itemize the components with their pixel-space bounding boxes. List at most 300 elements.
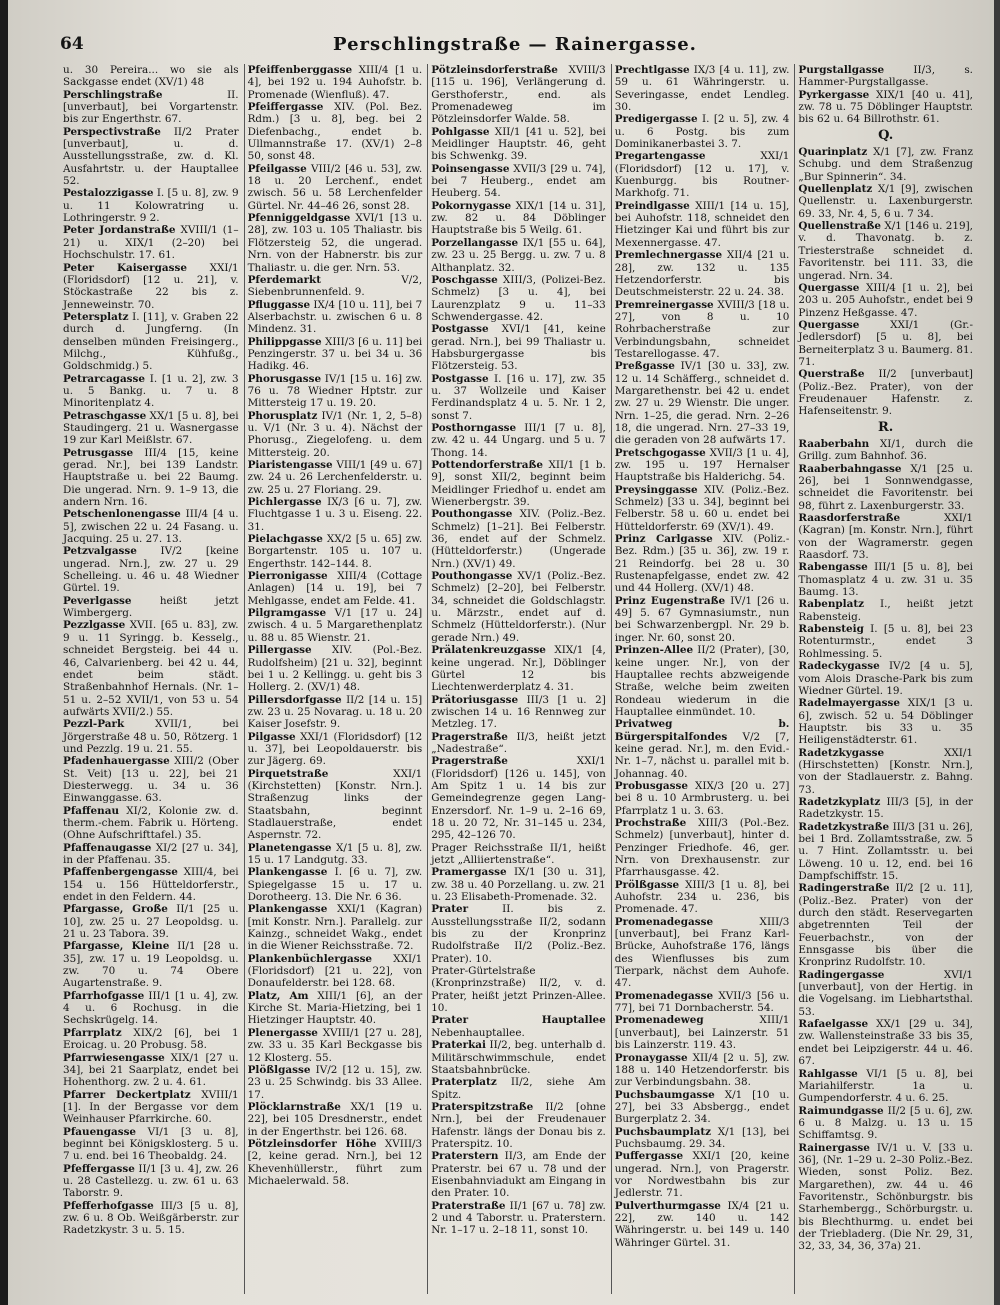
directory-entry <box>248 336 423 373</box>
directory-entry <box>248 101 423 163</box>
entry-headword: Pezzl-Park <box>63 718 125 731</box>
entry-text: XIII/4, bei 154 u. 156 Hütteldorferstr., endet in den Feldern. 44. <box>63 866 239 904</box>
entry-headword: Pfefferhofgasse <box>63 1199 154 1212</box>
entry-headword: Radingerstraße <box>798 882 890 895</box>
directory-entry <box>63 903 239 940</box>
directory-entry <box>615 113 790 150</box>
entry-text: XVI/1 [41, keine gerad. Nrn.], bei 99 Thaliastr u. Habsburgergasse bis Flötzersteig. 53. <box>431 323 606 373</box>
directory-entry <box>798 146 973 183</box>
directory-entry <box>615 360 790 446</box>
entry-text: X/1 [13], bei Puchsbaumg. 29. 34. <box>614 1125 790 1150</box>
directory-entry <box>431 644 606 693</box>
directory-entry <box>615 1150 790 1199</box>
entry-headword: Q. <box>878 127 894 143</box>
directory-entry <box>798 796 973 821</box>
entry-text: XXI/1 (Floridsdorf) [12 u. 37], bei Leopoldauerstr. bis zur Jägerg. 69. <box>247 730 423 768</box>
entry-text: IV/1 [26 u. 49] 5. 67 Gymnasiumstr., nun bei Schwarzenbergpl. Nr. 29 b. inger. Nr. 60, sonst 20. <box>614 594 790 644</box>
entry-headword: Pillersdorfgasse <box>247 693 342 706</box>
entry-headword: Prater <box>431 903 469 916</box>
entry-headword: Phorusgasse <box>247 372 322 385</box>
entry-headword: Pfarrhofgasse <box>63 989 145 1002</box>
entry-headword: Pregartengasse <box>614 150 706 163</box>
entry-headword: Purgstallgasse <box>798 64 885 76</box>
entry-text: II/2 (Prater), [30, keine unger. Nr.], von der Hauptallee rechts abzweigende Straße, welche beim zweiten Rondeau wiederum in die Hauptallee einmündet. 10. <box>614 644 790 718</box>
entry-text: I. [5 u. 8], zw. 9 u. 11 Kolowratring u. Lothringerstr. 9 2. <box>63 187 239 225</box>
entry-text: X/1 [7], zw. Franz Schubg. und dem Straßenzug „Bur Spinnerin“. 34. <box>798 146 973 183</box>
directory-entry <box>431 373 606 422</box>
entry-text: heißt jetzt Wimbergerg. <box>63 594 239 620</box>
directory-entry <box>248 496 423 533</box>
entry-text: III/4 [4 u. 5], zwischen 22 u. 24 Fasang. u. Jacquing. 25 u. 27. 13. <box>63 508 239 546</box>
directory-entry <box>248 842 423 867</box>
directory-entry <box>431 126 606 163</box>
directory-entry <box>798 438 973 463</box>
entry-headword: Radetzkyplatz <box>798 795 881 808</box>
entry-text: II/2 [5 u. 6], zw. 6 u. 8 Malzg. u. 13 u. 15 Schiffamtsg. 9. <box>798 1104 973 1142</box>
entry-headword: Radetzkystraße <box>798 820 890 833</box>
entry-text: II/3, heißt jetzt „Nadestraße“. <box>431 730 606 755</box>
directory-entry <box>63 595 239 620</box>
entry-headword: Pouthongasse <box>431 508 513 521</box>
directory-entry <box>431 965 606 1014</box>
entry-text: XIX/1 [14 u. 31], zw. 82 u. 84 Döblinger Hauptstraße bis 5 Weilg. 61. <box>431 199 606 237</box>
directory-entry <box>431 200 606 237</box>
entry-headword: Pfadenhauergasse <box>63 755 170 768</box>
entry-text: XIII/3, (Polizei-Bez. Schmelz) [3 u. 4], bei Laurenzplatz 9 u. 11–33 Schwendergasse. 42. <box>431 273 606 323</box>
entry-headword: Premlechnergasse <box>614 249 723 262</box>
entry-headword: Rafaelgasse <box>798 1018 869 1031</box>
directory-entry <box>63 126 239 188</box>
entry-text: IX/4 [10 u. 11], bei 7 Alserbachstr. u. zwischen 6 u. 8 Mindenz. 31. <box>247 298 423 336</box>
directory-entry <box>63 262 239 311</box>
entry-text: XII/4 [2 u. 5], zw. 188 u. 140 Hetzendorferstr. bis zur Verbindungsbahn. 38. <box>614 1051 790 1089</box>
entry-headword: Pichlergasse <box>247 496 322 509</box>
entry-headword: Petraschgasse <box>63 409 147 422</box>
directory-entry <box>798 1018 973 1067</box>
entry-headword: Puchsbaumgasse <box>614 1088 715 1101</box>
directory-entry <box>615 299 790 361</box>
entry-text: III/3 [1 u. 2] zwischen 14 u. 16 Rennweg zur Metzleg. 17. <box>431 693 606 731</box>
entry-text: XXI/1 (Floridsdorf) [12 u. 17], v. Kuenburgg. bis Routner-Markhofg. 71. <box>614 150 790 200</box>
entry-text: XVI/1 [unverbaut], von der Hertig. in die Vogelsang. im Liebhartsthal. 53. <box>798 968 973 1018</box>
entry-text: XVII/1, bei Jörgerstraße 48 u. 50, Rötzerg. 1 und Pezzlg. 19 u. 21. 55. <box>63 718 239 755</box>
directory-entry <box>63 805 239 842</box>
entry-text: I. [1 u. 2], zw. 3 u. 5 Bankg. u. 7 u. 8 Minoritenplatz 4. <box>63 372 239 410</box>
entry-text: IV/2 [4 u. 5], vom Alois Drasche-Park bis zum Wiedner Gürtel. 19. <box>798 660 973 697</box>
entry-headword: Prinz Carlgasse <box>614 533 713 546</box>
directory-entry <box>798 220 973 282</box>
entry-text: XVII/3 [29 u. 74], bei 7 Heuberg., endet am Heuberg. 54. <box>431 162 606 200</box>
entry-text: XIX/1 [27 u. 34], bei 21 Saarplatz, endet bei Hohenthorg. zw. 2 u. 4. 61. <box>63 1051 239 1089</box>
entry-headword: Peverlgasse <box>63 594 132 607</box>
entry-text: XIX/3 [20 u. 27] bei 8 u. 10 Armbrusterg. u. bei Pfarrplatz 1 u. 3. 63. <box>614 779 790 817</box>
directory-entry <box>615 1089 790 1126</box>
entry-headword: Premreinergasse <box>614 298 714 311</box>
entry-text: XVII/3 [56 u. 77], bei 71 Dornbacherstr. 54. <box>614 989 790 1015</box>
entry-text: XVIII/1 (1–21) u. XIX/1 (2–20) bei Hochschulstr. 17. 61. <box>63 224 239 262</box>
entry-text: IX/3 [6 u. 7], zw. Fluchtgasse 1 u. 3 u. Eiseng. 22. 31. <box>247 496 423 533</box>
directory-entry <box>615 879 790 916</box>
entry-text: II/2 [ohne Nrn.], bei der Freudenauer Hafenstr. längs der Donau bis z. Praterspitz. 10. <box>431 1100 606 1150</box>
entry-text: XIII/4 [1 u. 4], bei 192 u. 194 Auhofstr. b. Promenade (Wienfluß). 47. <box>247 64 423 101</box>
entry-text: VI/1 [5 u. 8], bei Mariahilferstr. 1a u. Gumpendorferstr. 4 u. 6. 25. <box>798 1067 973 1105</box>
entry-text: XVIII/1 [27 u. 28], zw. 33 u. 35 Karl Beckgasse bis 12 Klosterg. 55. <box>247 1026 423 1064</box>
entry-text: XII/1 [41 u. 52], bei Meidlinger Hauptstr. 46, geht bis Schwenkg. 39. <box>431 125 606 163</box>
entry-text: XIII/3 (Pol.-Bez. Schmelz) [unverbaut], hinter d. Penzinger Friedhofe. 46, ger. Nrn. von Drexhausenstr. zur Pfarrhausgasse. 42. <box>614 816 790 879</box>
directory-entry <box>798 660 973 697</box>
entry-headword: Quergasse <box>798 318 860 331</box>
entry-headword: Petrarcagasse <box>63 372 145 385</box>
directory-entry <box>798 368 973 417</box>
directory-entry <box>63 373 239 410</box>
entry-headword: Pragerstraße <box>431 730 508 743</box>
entry-headword: Pötzleinsdorferstraße <box>431 64 558 76</box>
directory-entry <box>248 990 423 1027</box>
directory-entry <box>615 780 790 817</box>
entry-headword: Poinsengasse <box>431 162 510 175</box>
entry-text: XIII/1 [unverbaut], bei Lainzerstr. 51 bis Lainzerstr. 119. 43. <box>614 1014 790 1052</box>
entry-text: XIV. (Poliz.-Bez. Rdm.) [35 u. 36], zw. 19 r. 21 Reindorfg. bei 28 u. 30 Rustenapfelgasse, endet zw. 42 und 44 Hollerg. (XV/1) 48. <box>614 533 790 595</box>
directory-entry <box>798 127 973 143</box>
entry-headword: Pyrkergasse <box>798 88 870 101</box>
entry-text: XIII/4 (Cottage Anlagen) [14 u. 19], bei 7 Mehlgasse, endet am Felde. 41. <box>247 570 423 607</box>
entry-headword: Pferdemarkt <box>247 273 322 286</box>
entry-headword: Pfenniggeldgasse <box>247 212 351 225</box>
directory-entry <box>248 570 423 607</box>
entry-text: II/1 [25 u. 10], zw. 25 u. 27 Leopoldsg. u. 21 u. 23 Tabora. 39. <box>63 903 239 941</box>
entry-text: II/2 [14 u. 15] zw. 23 u. 25 Novarag. u. 18 u. 20 Kaiser Josefstr. 9. <box>247 693 423 731</box>
entry-text: III/1 [1 u. 4], zw. 4 u. 6 Rochusg. in die Sechskrügelg. 14. <box>63 989 239 1027</box>
entry-text: II/1 [3 u. 4], zw. 26 u. 28 Castellezg. u. zw. 61 u. 63 Taborstr. 9. <box>63 1162 239 1200</box>
page-number: 64 <box>60 34 84 54</box>
entry-text: V/2, Siebenbrunnenfeld. 9. <box>247 273 423 299</box>
entry-headword: Rahlgasse <box>798 1067 858 1080</box>
entry-headword: Prochstraße <box>614 816 687 829</box>
entry-text: XIII/3 [1 u. 8], bei Auhofstr. 234 u. 236, bis Promenade. 47. <box>614 878 790 916</box>
directory-entry <box>63 842 239 867</box>
directory-entry <box>248 410 423 459</box>
entry-headword: Petrusgasse <box>63 446 134 459</box>
entry-text: XV/1 (Poliz.-Bez. Schmelz) [2–20], bei Felberstr. 34, schneidet die Goldschlagstr. u. Märzstr., endet auf d. Schmelz (Hütteldorferstr.). (Nur gerade Nrn.) 49. <box>431 570 606 644</box>
entry-headword: Prater Hauptallee <box>431 1014 606 1027</box>
directory-entry <box>615 1126 790 1151</box>
column-3 <box>427 64 611 1294</box>
entry-headword: Platz, Am <box>247 989 309 1002</box>
directory-entry <box>798 89 973 126</box>
entry-text: X/1 [25 u. 26], bei 1 Sonnwendgasse, schneidet die Favoritenstr. bei 98, führt z. Laxenburgerstr. 33. <box>798 462 973 512</box>
entry-text: XXI/1 (Kirchstetten) [Konstr. Nrn.]. Straßenzug links der Staatsbahn, beginnt Stadlauerstraße, endet Aspernstr. 72. <box>247 767 423 842</box>
directory-entry <box>63 940 239 989</box>
entry-text: XIX/1 [40 u. 41], zw. 78 u. 75 Döblinger Hauptstr. bis 62 u. 64 Billrothstr. 61. <box>798 88 973 126</box>
entry-headword: Poschgasse <box>431 273 498 286</box>
directory-entry <box>248 731 423 768</box>
entry-text: XVII/3 [1 u. 4], zw. 195 u. 197 Hernalser Hauptstraße bis Halderichg. 54. <box>614 446 790 484</box>
entry-headword: Plankenbüchlergasse <box>247 952 373 965</box>
directory-entry <box>63 1126 239 1163</box>
entry-text: XIV. (Pol.-Bez. Rudolfsheim) [21 u. 32], beginnt bei 1 u. 2 Kellingg. u. geht bis 3 Hollerg. 2. (XV/1) 48. <box>247 644 423 694</box>
entry-text: I. [2 u. 5], zw. 4 u. 6 Postg. bis zum Dominikanerbastei 3. 7. <box>614 113 790 151</box>
entry-text: I. [6 u. 7], zw. Spiegelgasse 15 u. 17 u. Dorotheerg. 13. Die Nr. 6 36. <box>247 866 423 904</box>
entry-text: XX/2 [5 u. 65] zw. Borgartenstr. 105 u. 107 u. Engerthstr. 142–144. 8. <box>247 533 423 570</box>
entry-headword: Pragerstraße <box>431 755 508 768</box>
entry-text: XVIII/3 [2, keine gerad. Nrn.], bei 12 Khevenhüllerstr., führt zum Michaelerwald. 58. <box>247 1137 423 1187</box>
directory-entry <box>248 1064 423 1101</box>
entry-headword: Radelmayergasse <box>798 697 900 710</box>
entry-headword: Rainergasse <box>798 1141 870 1154</box>
entry-text: XIV. (Pol. Bez. Rdm.) [3 u. 8], beg. bei 2 Diefenbachg., endet b. Ullmannstraße 17. (XV/1) 2–8 50, sonst 48. <box>247 101 423 163</box>
entry-text: XI/2, Kolonie zw. d. therm.-chem. Fabrik u. Hörteng. (Ohne Aufschrifttafel.) 35. <box>63 804 239 842</box>
entry-headword: Preßgasse <box>614 360 675 373</box>
directory-entry <box>798 598 973 623</box>
entry-text: VIII/1 [49 u. 67] zw. 24 u. 26 Lerchenfelderstr. u. zw. 25 u. 27 Floriang. 29. <box>247 459 423 496</box>
entry-headword: Pirquetstraße <box>247 767 329 780</box>
entry-text: XX/1 [29 u. 34], zw. Wallensteinstraße 33 bis 35, endet bei Leipzigerstr. 44 u. 46. 67. <box>798 1018 973 1068</box>
directory-entry <box>798 747 973 796</box>
directory-entry <box>63 1163 239 1200</box>
entry-headword: Pestalozzigasse <box>63 187 154 200</box>
entry-headword: Pillergasse <box>247 644 312 657</box>
entry-headword: Pielachgasse <box>247 533 323 546</box>
directory-entry <box>798 419 973 435</box>
entry-text: XVIII/3 [115 u. 196], Verlängerung d. Gersthoferstr., end. als Promenadeweg im Pötzleinsdorfer Walde. 58. <box>431 64 606 126</box>
entry-text: XXI/1 (Kagran) [mit Konstr. Nrn.]. Parallelg. zur Kainzg., schneidet Wakg., endet in die Wiener Reichsstraße. 72. <box>247 903 423 953</box>
entry-headword: Pottendorferstraße <box>431 459 544 471</box>
directory-entry <box>431 64 606 126</box>
entry-headword: Prätoriusgasse <box>431 693 519 706</box>
entry-headword: Planetengasse <box>247 841 332 854</box>
directory-entry <box>431 274 606 323</box>
entry-headword: Peter Kaisergasse <box>63 261 187 274</box>
entry-text: XVII. [65 u. 83], zw. 9 u. 11 Syringg. b. Kesselg., schneidet Bergsteig. bei 44 u. 46, Calvarienberg. bei 42 u. 44, endet beim städt. Straßenbahnhof Hernals. (Nr. 1–51 u. 2–52 XVII/1, von 53 u. 54 aufwärts XVII/2.) 55. <box>63 619 239 718</box>
entry-headword: Quellenplatz <box>798 183 873 196</box>
scan-edge-right <box>994 0 1000 1305</box>
entry-text: IX/1 [30 u. 31], zw. 38 u. 40 Porzellang. u. zw. 21 u. 23 Elisabeth-Promenade. 32. <box>431 866 606 904</box>
entry-text: XXI/1 (Kagran) [m. Konstr. Nrn.], führt von der Wagramerstr. gegen Raasdorf. 73. <box>798 512 973 562</box>
directory-entry <box>248 212 423 274</box>
directory-entry <box>798 1105 973 1142</box>
entry-headword: Preysinggasse <box>614 483 698 496</box>
entry-text: III/1 [5 u. 8], bei Thomasplatz 4 u. zw. 31 u. 35 Baumg. 13. <box>798 561 973 599</box>
directory-entry <box>248 607 423 644</box>
directory-entry <box>431 1101 606 1150</box>
entry-text: IV/1 (Nr. 1, 2, 5–8) u. V/1 (Nr. 3 u. 4). Nächst der Phorusg., Ziegelofeng. u. dem Mittersteig. 20. <box>247 409 423 459</box>
directory-entry <box>248 866 423 903</box>
directory-entry <box>431 866 606 903</box>
entry-text: XXI/1 (Floridsdorf) [126 u. 145], von Am Spitz 1 u. 14 bis zur Gemeindegrenze gegen Lang-Enzersdorf. Nr. 1–9 u. 2–16 69, 18 u. 20 72, Nr. 31–145 u. 234, 295, 42–126 70. <box>431 755 606 842</box>
entry-text: V/1 [17 u. 24] zwisch. 4 u. 5 Margarethenplatz u. 88 u. 85 Wienstr. 21. <box>247 607 423 644</box>
entry-text: X/1 [9], zwischen Quellenstr. u. Laxenburgerstr. 69. 33, Nr. 4, 5, 6 u. 7 34. <box>798 183 973 220</box>
entry-headword: Promenadegasse <box>614 989 714 1002</box>
entry-text: XXI/1 (Hirschstetten) [Konstr. Nrn.], von der Stadlauerstr. z. Bahng. 73. <box>798 746 973 796</box>
entry-headword: Phorusplatz <box>247 409 318 422</box>
entry-headword: Raaberbahn <box>798 437 870 450</box>
entry-headword: Petzvalgasse <box>63 545 137 558</box>
entry-text: XI/2 [27 u. 34], in der Pfaffenau. 35. <box>63 841 239 866</box>
directory-entry <box>431 422 606 459</box>
directory-entry <box>615 1052 790 1089</box>
entry-headword: Prinzen-Allee <box>614 644 694 657</box>
entry-headword: Petersplatz <box>63 310 129 323</box>
entry-headword: Pfeffergasse <box>63 1162 135 1175</box>
entry-headword: Raimundgasse <box>798 1104 884 1117</box>
entry-headword: Pierronigasse <box>247 570 328 583</box>
entry-text: II/3, am Ende der Praterstr. bei 67 u. 78 und der Eisenbahnviadukt am Eingang in den Prater. 10. <box>431 1150 606 1200</box>
directory-entry <box>431 694 606 731</box>
entry-text: II/3, s. Hammer-Purgstallgasse. <box>798 64 973 89</box>
entry-text: II/2 [2 u. 11], (Poliz.-Bez. Prater) von der durch den städt. Reservegarten abgetrennten Teil der Feuerbachstr., von der Ennsgasse bis über die Kronprinz Rudolfstr. 10. <box>798 882 973 969</box>
directory-entry <box>615 718 790 780</box>
directory-entry <box>248 459 423 496</box>
directory-entry <box>615 249 790 298</box>
entry-text: XI/1, durch die Grillg. zum Bahnhof. 36. <box>798 437 973 463</box>
entry-headword: Pfaffenaugasse <box>63 841 152 854</box>
entry-text: XIII/2 (Ober St. Veit) [13 u. 22], bei 21 Diesterwegg. u. 34 u. 36 Einwanggasse. 63. <box>63 755 239 805</box>
entry-headword: Pohlgasse <box>431 125 490 138</box>
directory-entry <box>615 200 790 249</box>
entry-headword: Praterspitzstraße <box>431 1100 534 1113</box>
entry-text: XVIII/3 [18 u. 27], von 8 u. 10 Rohrbacherstraße zur Verbindungsbahn, schneidet Testarellogasse. 47. <box>614 298 790 360</box>
directory-entry <box>63 410 239 447</box>
entry-text: X/1 [146 u. 219], v. d. Thavonatg. b. z. Triesterstraße schneidet d. Favoritenstr. bei 111. 33, die ungerad. Nrn. 34. <box>798 220 973 282</box>
entry-headword: Prinz Eugenstraße <box>614 594 726 607</box>
entry-text: III/1 [7 u. 8], zw. 42 u. 44 Ungarg. und 5 u. 7 Thong. 14. <box>431 421 606 459</box>
directory-entry <box>798 821 973 883</box>
entry-headword: Promenadeweg <box>614 1014 704 1027</box>
directory-entry <box>248 1101 423 1138</box>
directory-entry <box>431 237 606 274</box>
directory-entry <box>431 1200 606 1237</box>
entry-headword: Pronaygasse <box>614 1051 688 1064</box>
entry-text: II. [unverbaut], bei Vorgartenstr. bis zur Engerthstr. 67. <box>63 88 239 126</box>
directory-entry <box>431 459 606 508</box>
entry-headword: Pfarrwiesengasse <box>63 1051 165 1064</box>
directory-entry <box>615 916 790 990</box>
directory-entry <box>248 694 423 731</box>
entry-headword: Prölßgasse <box>614 878 680 891</box>
entry-headword: Pfargasse, Große <box>63 903 168 916</box>
entry-headword: Puchsbaumplatz <box>614 1125 712 1138</box>
directory-entry <box>63 224 239 261</box>
entry-text: XIX/1 [3 u. 6], zwisch. 52 u. 54 Döblinger Hauptstr. bis 33 u. 35 Heiligenstädterstr. 61. <box>798 697 973 747</box>
directory-entry <box>63 619 239 718</box>
entry-text: XIII/3 [6 u. 11] bei Penzingerstr. 37 u. bei 34 u. 36 Hadikg. 46. <box>247 335 423 373</box>
directory-entry <box>248 373 423 410</box>
directory-entry <box>615 533 790 595</box>
running-title: Perschlingstraße — Rainergasse. <box>333 34 697 55</box>
entry-headword: Quergasse <box>798 281 860 294</box>
entry-headword: Praterplatz <box>431 1076 497 1089</box>
directory-entry <box>248 299 423 336</box>
entry-headword: Postgasse <box>431 323 489 336</box>
entry-headword: Plankengasse <box>247 866 328 879</box>
directory-entry <box>431 1014 606 1039</box>
directory-entry <box>798 561 973 598</box>
entry-headword: Praterkai <box>431 1039 486 1052</box>
directory-entry <box>63 187 239 224</box>
entry-text: I. [5 u. 8], bei 23 Rotenturmstr., endet 3 Rohlmessing. 5. <box>798 623 973 660</box>
directory-entry <box>248 274 423 299</box>
directory-entry <box>63 1089 239 1126</box>
entry-headword: Pfluggasse <box>247 298 311 311</box>
directory-entry <box>431 508 606 570</box>
directory-entry <box>798 319 973 368</box>
entry-text: VIII/2 [46 u. 53], zw. 18 u. 20 Lerchenf., endet zwisch. 56 u. 58 Lerchenfelder Gürtel. Nr. 44–46 26, sonst 28. <box>247 162 423 212</box>
directory-entry <box>248 903 423 952</box>
entry-headword: Pfeiffenberggasse <box>247 64 353 76</box>
entry-headword: Piaristengasse <box>247 459 333 471</box>
entry-headword: Porzellangasse <box>431 236 519 249</box>
column-5 <box>794 64 978 1294</box>
entry-text: III/3 [5 u. 8], zw. 6 u. 8 Ob. Weißgärberstr. zur Radetzkystr. 3 u. 5. 15. <box>63 1199 239 1237</box>
entry-headword: Preindlgasse <box>614 199 690 212</box>
entry-headword: Pfaffenbergengasse <box>63 866 178 879</box>
entry-text: XXI/1 [20, keine ungerad. Nrn.], von Pragerstr. vor Nordwestbahn bis zur Jedlerstr. 71. <box>614 1150 790 1200</box>
directory-entry <box>248 64 423 101</box>
entry-text: II/2, siehe Am Spitz. <box>431 1076 606 1101</box>
column-4 <box>611 64 795 1294</box>
directory-entry <box>615 817 790 879</box>
entry-headword: Radetzkygasse <box>798 746 885 759</box>
scan-edge-left <box>0 0 8 1305</box>
directory-entry <box>248 644 423 693</box>
entry-text: XIII/1 [6], an der Kirche St. Maria-Hietzing, bei 1 Hietzinger Hauptstr. 40. <box>247 989 423 1027</box>
entry-text: IV/2 [keine ungerad. Nrn.], zw. 27 u. 29 Schelleing. u. 46 u. 48 Wiedner Gürtel. 19. <box>63 545 239 595</box>
entry-text: XIX/1 [4, keine ungerad. Nr.], Döblinger Gürtel 12 bis Liechtenwerderplatz 4. 31. <box>431 644 606 694</box>
entry-text: IX/3 [4 u. 11], zw. 59 u. 61 Währingerstr. u. Severingasse, endet Lendleg. 30. <box>614 64 790 114</box>
entry-headword: Rabensteig <box>798 623 864 636</box>
entry-headword: Quellenstraße <box>798 220 882 233</box>
directory-entry <box>615 644 790 718</box>
entry-text: XX/1 [5 u. 8], bei Staudingerg. 21 u. Wasnergasse 19 zur Karl Meißlstr. 67. <box>63 409 239 447</box>
entry-text: II. bis z. Ausstellungsstraße II/2, sodann bis zu der Kronprinz Rudolfstraße II/2 (Poliz.-Bez. Prater). 10. <box>431 903 606 965</box>
column-1 <box>60 64 244 1294</box>
entry-text: III/3 [31 u. 26], bei 1 Brd. Zollamtsstraße, zw. 5 u. 7 Hint. Zollamtsstr. u. bei Löweng. 10 u. 12, end. bei 16 Dampfschiffstr. 15. <box>798 820 973 882</box>
entry-text: XX/1 [19 u. 22], bei 105 Dresdnerstr., endet in der Engerthstr. bei 126. 68. <box>247 1100 423 1138</box>
directory-entry <box>248 768 423 842</box>
entry-headword: Plöcklarnstraße <box>247 1100 341 1113</box>
directory-entry <box>431 1039 606 1076</box>
entry-headword: Plankengasse <box>247 903 328 916</box>
entry-headword: Predigergasse <box>614 113 698 126</box>
directory-entry <box>798 64 973 89</box>
directory-entry <box>798 623 973 660</box>
directory-entry <box>798 183 973 220</box>
directory-entry <box>431 755 606 841</box>
entry-headword: Pfarrplatz <box>63 1026 122 1039</box>
entry-headword: Praterstraße <box>431 1199 506 1212</box>
entry-headword: Praterstern <box>431 1150 499 1163</box>
directory-entry <box>431 323 606 372</box>
entry-headword: Postgasse <box>431 372 489 385</box>
entry-headword: Rabengasse <box>798 561 868 574</box>
entry-text: Prater-Gürtelstraße (Kronprinzstraße) II/2, v. d. Prater, heißt jetzt Prinzen-Allee. 10. <box>431 965 606 1015</box>
directory-entry <box>248 533 423 570</box>
entry-headword: Pfeiffergasse <box>247 101 324 114</box>
entry-text: XII/1 [1 b. 9], sonst XII/2, beginnt beim Meidlinger Friedhof u. endet am Wienerbergstr. 39. <box>431 459 606 509</box>
entry-text: I. [16 u. 17], zw. 35 u. 37 Wollzeile und Kaiser Ferdinandsplatz 4 u. 5. Nr. 1 2, sonst 7. <box>431 372 606 422</box>
column-2 <box>244 64 428 1294</box>
entry-headword: Pezzlgasse <box>63 619 126 632</box>
directory-entry <box>798 969 973 1018</box>
entry-headword: Perschlingstraße <box>63 88 163 101</box>
directory-entry <box>615 595 790 644</box>
entry-headword: Privatweg b. Bürgerspitalfondes <box>614 718 790 743</box>
entry-headword: Prälatenkreuzgasse <box>431 644 546 657</box>
entry-headword: Pfaffenau <box>63 804 119 817</box>
entry-text: XIX/2 [6], bei 1 Eroicag. u. 20 Probusg. 58. <box>63 1026 239 1052</box>
entry-text: VI/1 [3 u. 8], beginnt bei Königsklosterg. 5 u. 7 u. end. bei 16 Theobaldg. 24. <box>63 1125 239 1163</box>
entry-headword: Pouthongasse <box>431 570 513 583</box>
